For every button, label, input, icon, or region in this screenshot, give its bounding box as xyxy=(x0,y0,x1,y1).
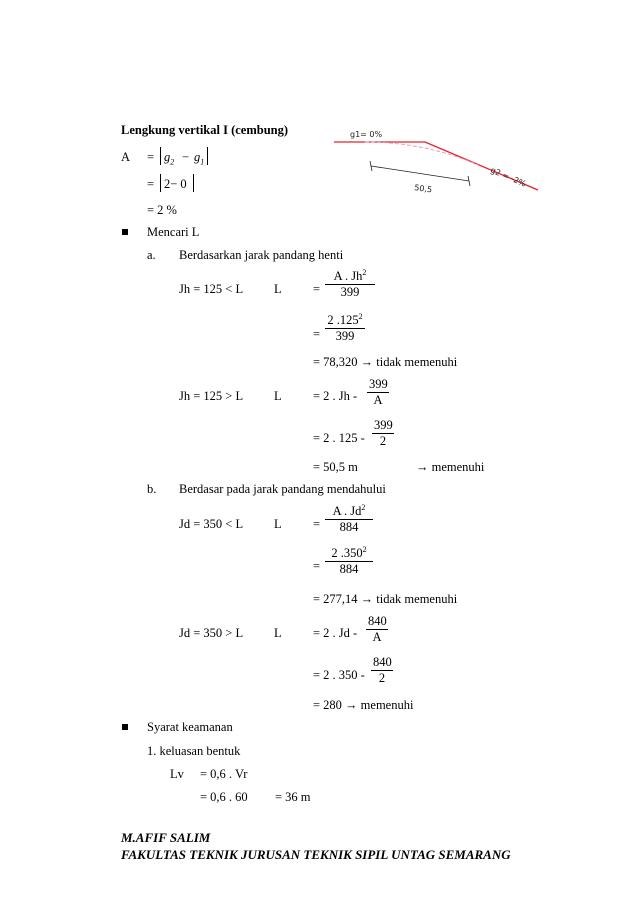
item-a-title: Berdasarkan jarak pandang henti xyxy=(179,248,344,262)
item-a-marker: a. xyxy=(147,248,156,262)
b-case1-eq2-sign: = xyxy=(313,559,321,573)
a-case2-eq1-prefix: = 2 . Jh - xyxy=(313,389,358,403)
bullet-syarat-keamanan: Syarat keamanan xyxy=(147,720,233,734)
lv-result: = 36 m xyxy=(275,790,311,804)
b-case1-result: = 277,14 → tidak memenuhi xyxy=(313,592,458,606)
a-case1-fraction-1 xyxy=(325,268,375,300)
bullet-icon xyxy=(122,229,128,235)
lv-eq-2: = 0,6 . 60 xyxy=(200,790,248,804)
fraction-numerator: 399 xyxy=(369,377,388,391)
g1-symbol xyxy=(194,150,204,167)
numerator-exponent: 2 xyxy=(362,545,367,554)
fraction-numerator: 840 xyxy=(373,655,392,669)
footer-author: M.AFIF SALIM xyxy=(121,830,211,845)
a-case1-eq2-sign: = xyxy=(313,327,321,341)
a-eq-2-value: 2− 0 xyxy=(164,177,187,191)
numerator-text: A . Jd xyxy=(332,504,362,519)
g2-symbol xyxy=(164,150,174,167)
item-1-keluasan-bentuk: 1. keluasan bentuk xyxy=(147,744,241,758)
fraction-denominator: 2 xyxy=(371,670,393,686)
numerator-exponent: 2 xyxy=(362,268,367,277)
b-case2-result: = 280 → memenuhi xyxy=(313,698,414,712)
section-heading: Lengkung vertikal I (cembung) xyxy=(121,123,289,137)
a-case1-result: = 78,320 → tidak memenuhi xyxy=(313,355,458,369)
g2-letter: g xyxy=(164,150,171,164)
a-case2-var: L xyxy=(274,389,282,403)
fraction-denominator: A xyxy=(367,392,389,408)
a-case1-eq1-sign: = xyxy=(313,282,321,296)
a-case2-result: = 50,5 m xyxy=(313,460,358,474)
b-case2-eq2-prefix: = 2 . 350 - xyxy=(313,668,365,682)
b-case1-var: L xyxy=(274,517,282,531)
b-case2-condition: Jd = 350 > L xyxy=(179,626,244,640)
abs-bar-left-2 xyxy=(160,174,161,192)
g2-subscript: 2 xyxy=(170,157,175,167)
a-eq-1-sign: = xyxy=(147,150,155,164)
abs-bar-right-2 xyxy=(193,174,194,192)
fraction-denominator: 399 xyxy=(325,284,375,300)
lv-eq-1: = 0,6 . Vr xyxy=(200,767,248,781)
fraction-numerator xyxy=(325,312,365,328)
fraction-numerator: 399 xyxy=(374,418,393,432)
lv-label: Lv xyxy=(170,767,184,781)
numerator-exponent: 2 xyxy=(358,312,363,321)
footer-institution: FAKULTAS TEKNIK JURUSAN TEKNIK SIPIL UNTAG SEMARANG xyxy=(121,847,511,862)
fraction-numerator: 840 xyxy=(368,614,387,628)
b-case2-fraction-1 xyxy=(366,614,388,645)
item-b-title: Berdasar pada jarak pandang mendahului xyxy=(179,482,386,496)
b-case2-eq1-prefix: = 2 . Jd - xyxy=(313,626,358,640)
a-case2-eq2-prefix: = 2 . 125 - xyxy=(313,431,365,445)
g2-label: g2 = -2% xyxy=(489,165,528,189)
abs-bar-right xyxy=(207,147,208,165)
fraction-numerator xyxy=(325,545,373,561)
a-case1-var: L xyxy=(274,282,282,296)
a-case1-fraction-2 xyxy=(325,312,365,344)
length-label: 50,5 xyxy=(413,183,433,195)
fraction-denominator: A xyxy=(366,629,388,645)
numerator-exponent: 2 xyxy=(361,503,366,512)
b-case1-eq1-sign: = xyxy=(313,517,321,531)
g1-subscript: 1 xyxy=(200,157,205,167)
minus-sign: − xyxy=(182,150,190,164)
fraction-denominator: 884 xyxy=(325,519,373,535)
numerator-text: 2 .350 xyxy=(331,546,363,561)
a-label: A xyxy=(121,150,131,164)
vertical-curve-line xyxy=(365,142,478,165)
b-case1-fraction-1 xyxy=(325,503,373,535)
g1-letter: g xyxy=(194,150,201,164)
a-case2-fraction-2 xyxy=(372,418,394,449)
abs-bar-left xyxy=(160,147,161,165)
a-eq-3: = 2 % xyxy=(147,203,177,217)
a-case2-result-note: → memenuhi xyxy=(416,460,485,474)
b-case1-condition: Jd = 350 < L xyxy=(179,517,244,531)
numerator-text: A . Jh xyxy=(333,269,363,284)
b-case2-var: L xyxy=(274,626,282,640)
numerator-text: 2 .125 xyxy=(327,313,359,328)
fraction-numerator xyxy=(325,503,373,519)
fraction-denominator: 399 xyxy=(325,328,365,344)
dimension-line xyxy=(371,166,469,181)
g1-label: g1= 0% xyxy=(350,130,383,139)
vertical-curve-diagram xyxy=(330,118,545,198)
a-case2-fraction-1 xyxy=(367,377,389,408)
fraction-denominator: 2 xyxy=(372,433,394,449)
a-case2-condition: Jh = 125 > L xyxy=(179,389,244,403)
fraction-numerator xyxy=(325,268,375,284)
bullet-mencari-l: Mencari L xyxy=(147,225,200,239)
a-eq-2-sign: = xyxy=(147,177,155,191)
fraction-denominator: 884 xyxy=(325,561,373,577)
b-case2-fraction-2 xyxy=(371,655,393,686)
item-b-marker: b. xyxy=(147,482,157,496)
b-case1-fraction-2 xyxy=(325,545,373,577)
a-case1-condition: Jh = 125 < L xyxy=(179,282,244,296)
bullet-icon xyxy=(122,724,128,730)
